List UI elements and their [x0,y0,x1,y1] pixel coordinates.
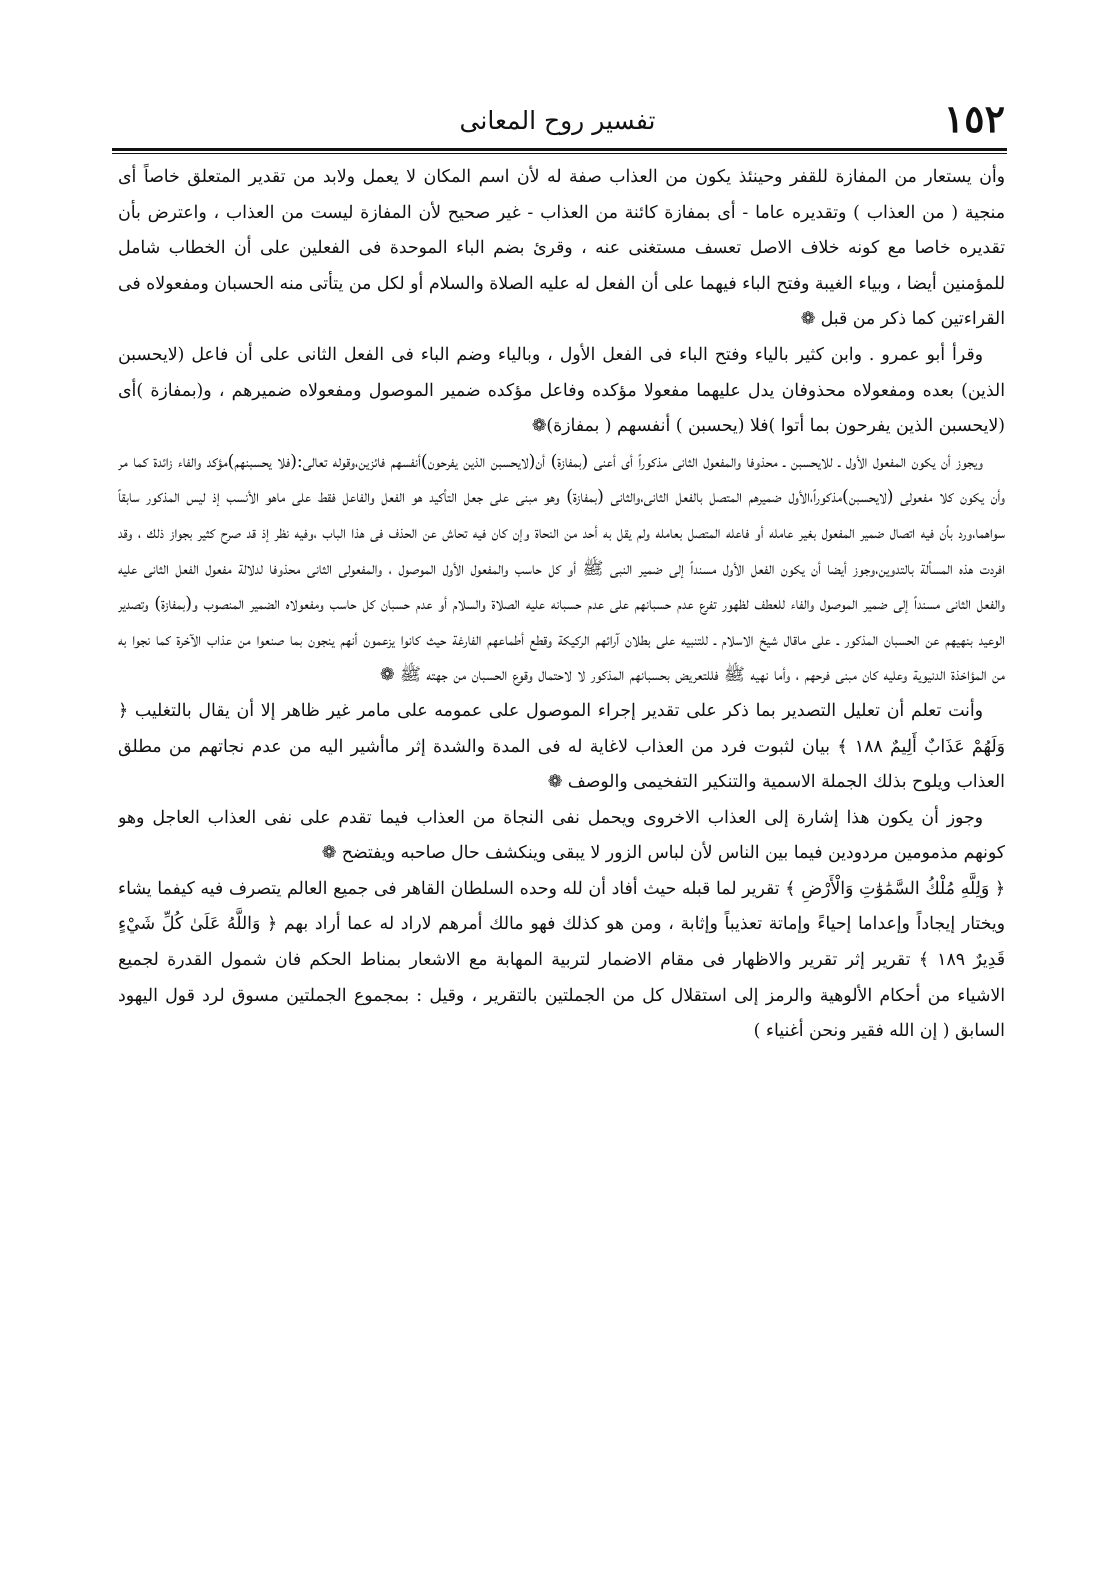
paragraph: ﴿ وَلِلَّهِ مُلْكُ السَّمَٰوَٰتِ وَالْأَرْضِ ﴾ تقرير لما قبله حيث أفاد أن لله وحده السلطان القاهر فى جميع العالم يتصرف فيه كيفما يشاء ويختار إيجاداً وإعداما إحياءً وإماتة تعذيباً وإثابة ، ومن هو كذلك فهو مالك أمرهم لاراد له عما أراد بهم ﴿ وَاللَّهُ عَلَىٰ كُلِّ شَيْءٍ قَدِيرٌ ١٨٩ ﴾ تقرير إثر تقرير والاظهار فى مقام الاضمار لتربية المهابة مع الاشعار بمناط الحكم فان شمول القدرة لجميع الاشياء من أحكام الألوهية والرمز إلى استقلال كل من الجملتين بالتقرير ، وقيل : بمجموع الجملتين مسوق لرد قول اليهود السابق ( إن الله فقير ونحن أغنياء ) [118,878,1005,1042]
page-number: ١٥٢ [943,96,1005,141]
header-rule-thin [112,153,1007,154]
body-text [118,160,1005,1460]
running-title: تفسير روح المعانى [459,106,656,135]
paragraph: وأن يستعار من المفازة للقفر وحينئذ يكون من العذاب صفة له لأن اسم المكان لا يعمل ولابد من تقدير المتعلق خاصاً أى منجية ( من العذاب ) وتقديره عاما - أى بمفازة كائنة من العذاب - غير صحيح لأن المفازة ليست من العذاب ، واعترض بأن تقديره خاصا مع كونه خلاف الاصل تعسف مستغنى عنه ، وقرئ بضم الباء الموحدة فى الفعلين على أن الخطاب شامل للمؤمنين أيضا ، وبياء الغيبة وفتح الباء فيهما على أن الفعل له عليه الصلاة والسلام أو لكل من يتأتى منه الحسبان ومفعولاه فى القراءتين كما ذكر من قبل ❁ [118,167,1005,330]
paragraph: ويجوز أن يكون المفعول الأول ـ للايحسبن ـ محذوفا والمفعول الثانى مذكوراً أى أعنى (بمفازة) أن(لايحسبن الذين يفرحون)أنفسهم فائزين،وقوله تعالى:(فلا يحسبنهم)مؤكد والفاء زائدة كما مر وأن يكون كلا مفعولى (لايحسبن)مذكوراً،الأول ضميرهم المتصل بالفعل الثانى،والثانى (بمفازة) وهو مبنى على جعل التأكيد هو الفعل والفاعل فقط على ماهو الأنسب إذ ليس المذكور سابقاً سواهما،ورد بأن فيه اتصال ضمير المفعول بغير عامله أو فاعله المتصل بعامله ولم يقل به أحد من النحاة وإن كان فيه تحاش عن الحذف فى هذا الباب ،وفيه نظر إذ قد صرح كثير بجواز ذلك ، وقد افردت هذه المسألة بالتدوين،وجوز أيضا أن يكون الفعل الأول مسنداً إلى ضمير النبى ﷺ أو كل حاسب والمفعول الأول الموصول ، والمفعولى الثانى محذوفا لدلالة مفعول الفعل الثانى عليه والفعل الثانى مسنداً إلى ضمير الموصول والفاء للعطف لظهور تفرع عدم حسبانهم على عدم حسبانه عليه الصلاة والسلام أو عدم حسبان كل حاسب ومفعولاه الضمير المنصوب و(بمفازة) وتصدير الوعيد بنهيهم عن الحسبان المذكور ـ على ماقال شيخ الاسلام ـ للتنبيه على بطلان آرائهم الركيكة وقطع أطماعهم الفارغة حيث كانوا يزعمون أنهم ينجون بما صنعوا من عذاب الآخرة كما نجوا به من المؤاخذة الدنيوية وعليه كان مبنى فرحهم ، وأما نهيه ﷺ فللتعريض بحسبانهم المذكور لا لاحتمال وقوع الحسبان من جهته ﷺ ❁ [118,451,1005,686]
paragraph: وأنت تعلم أن تعليل التصدير بما ذكر على تقدير إجراء الموصول على عمومه على مامر غير ظاهر إلا أن يقال بالتغليب ﴿ وَلَهُمْ عَذَابٌ أَلِيمٌ ١٨٨ ﴾ بيان لثبوت فرد من العذاب لاغاية له فى المدة والشدة إثر ماأشير اليه من عدم نجاتهم من مطلق العذاب ويلوح بذلك الجملة الاسمية والتنكير التفخيمى والوصف ❁ [118,700,1005,793]
paragraph: وقرأ أبو عمرو . وابن كثير بالياء وفتح الباء فى الفعل الأول ، وبالياء وضم الباء فى الفعل الثانى على أن فاعل (لايحسبن الذين) بعده ومفعولاه محذوفان يدل عليهما مفعولا مؤكده وفاعل مؤكده ضمير الموصول ومفعولاه ضميرهم ، و(بمفازة )أى (لايحسبن الذين يفرحون بما أتوا )فلا (يحسبن ) أنفسهم ( بمفازة)❁ [118,344,1005,437]
page-header [110,92,1005,154]
paragraph: وجوز أن يكون هذا إشارة إلى العذاب الاخروى ويحمل نفى النجاة من العذاب فيما تقدم على نفى العذاب العاجل وهو كونهم مذمومين مردودين فيما بين الناس لأن لباس الزور لا يبقى وينكشف حال صاحبه ويفتضح ❁ [118,807,1005,864]
header-rule [112,148,1007,151]
